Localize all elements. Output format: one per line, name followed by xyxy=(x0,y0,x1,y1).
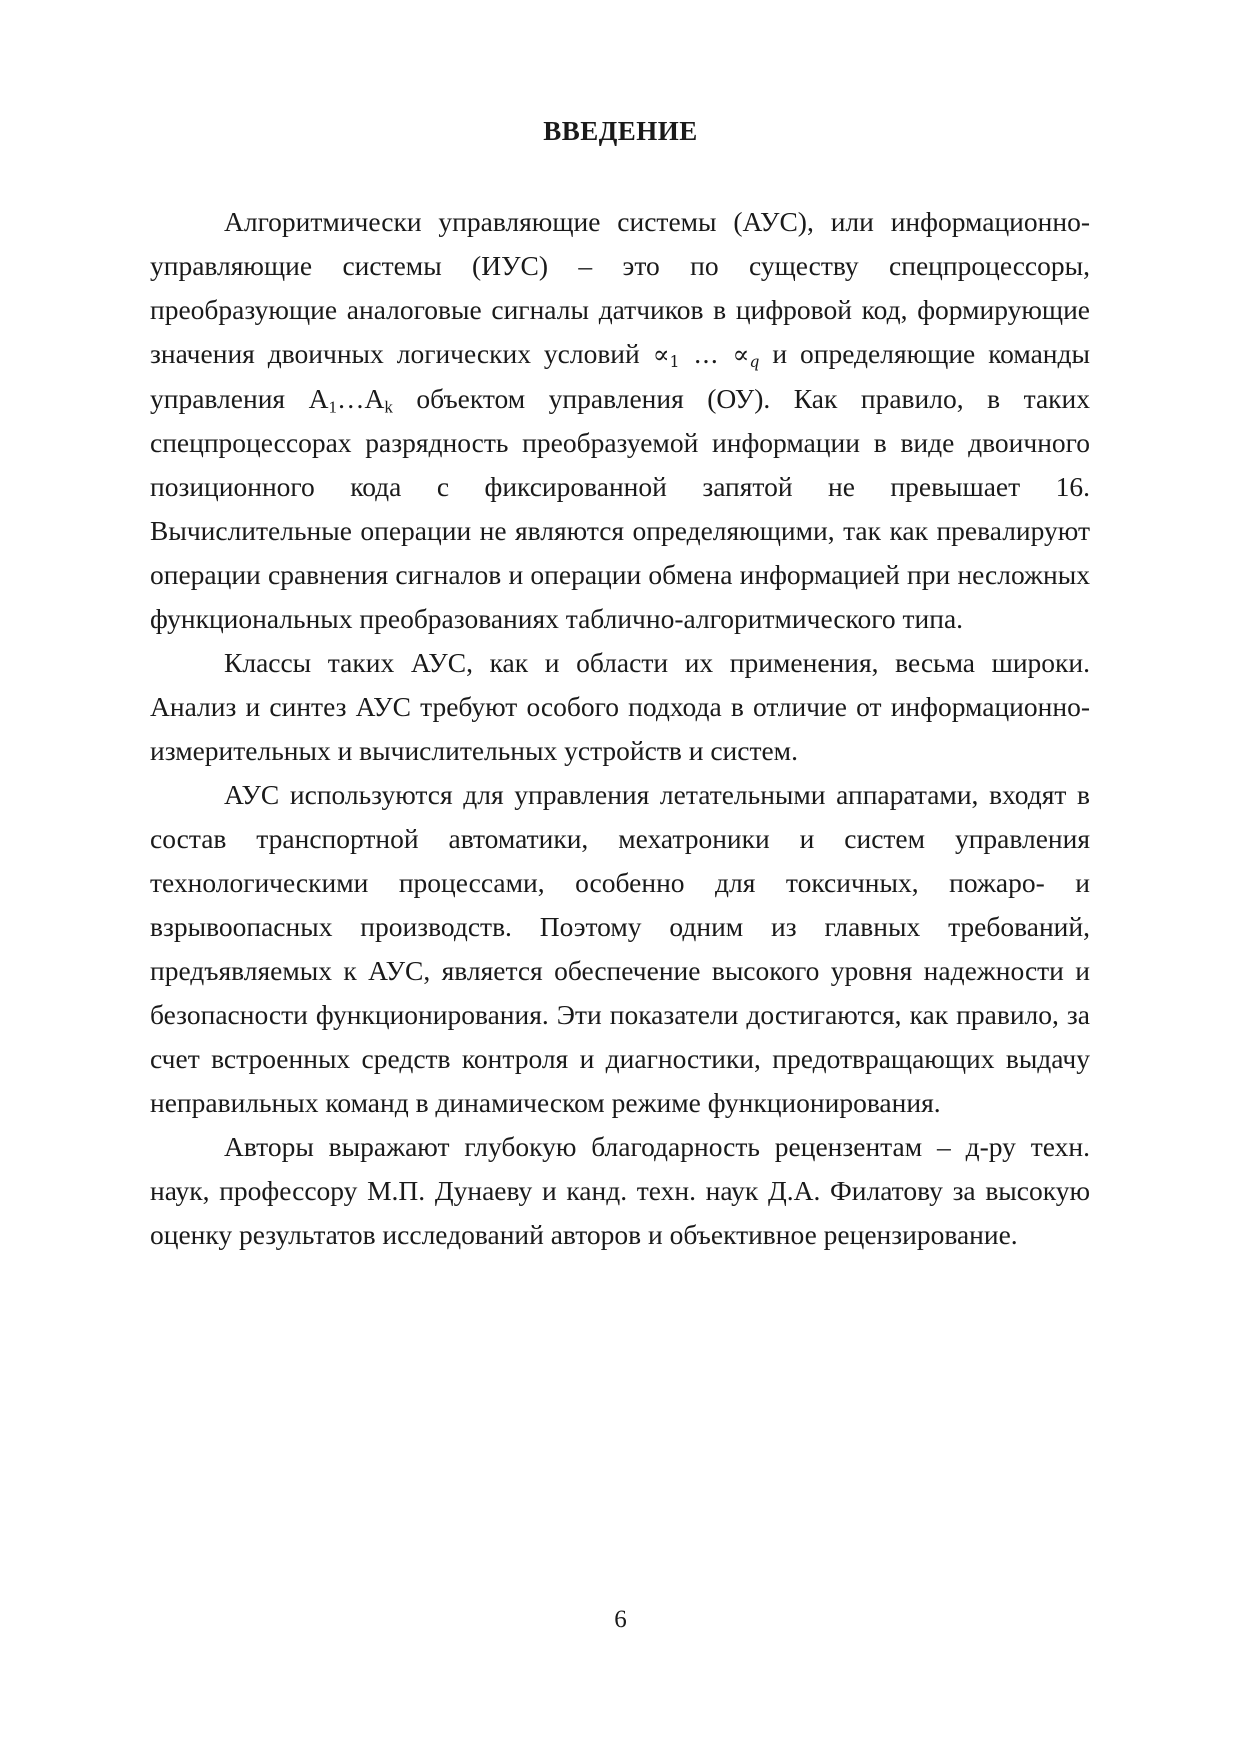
paragraph-1-text-a: Алгоритмически управляющие системы (АУС), или информационно-управляющие системы (ИУС) – это по существу спецпроцессоры, преобразующие аналоговые сигналы датчиков в цифровой код, формирующие значения двоичных логических условий xyxy=(150,206,1090,369)
alpha-subscript-1: 1 xyxy=(669,352,680,371)
paragraph-1-text-c: объектом управления (ОУ). Как правило, в таких спецпроцессорах разрядность преобразуемой информации в виде двоичного позиционного кода с фиксированной запятой не превышает 16. Вычислительные операции не являются определяющими, так как превалируют операции сравнения сигналов и операции обмена информацией при несложных функциональных преобразованиях таблично-алгоритмического типа. xyxy=(150,383,1091,634)
command-subscript-1: 1 xyxy=(328,397,337,417)
logical-conditions-formula xyxy=(653,340,760,369)
body-text xyxy=(150,200,1090,1257)
formula-ellipsis: … xyxy=(679,340,733,369)
alpha-symbol: ∝ xyxy=(652,340,670,369)
paragraph-1-text-b: и определяющие команды управления A xyxy=(150,338,1090,414)
paragraph-2: Классы таких АУС, как и области их применения, весьма широки. Анализ и синтез АУС требуют особого подхода в отличие от информационно-измерительных и вычислительных устройств и систем. xyxy=(150,647,1090,766)
paragraph-4: Авторы выражают глубокую благодарность рецензентам – д-ру техн. наук, профессору М.П. Дунаеву и канд. техн. наук Д.А. Филатову за высокую оценку результатов исследований авторов и объективное рецензирование. xyxy=(150,1131,1090,1250)
section-title: ВВЕДЕНИЕ xyxy=(543,116,698,146)
paragraph-1 xyxy=(150,200,1090,641)
alpha-symbol-2: ∝ xyxy=(732,340,750,369)
alpha-subscript-q: q xyxy=(749,352,760,371)
command-subscript-k: k xyxy=(384,397,393,417)
paragraph-3: АУС используются для управления летательными аппаратами, входят в состав транспортной автоматики, мехатроники и систем управления технологическими процессами, особенно для токсичных, пожаро- и взрывоопасных производств. Поэтому одним из главных требований, предъявляемых к АУС, является обеспечение высокого уровня надежности и безопасности функционирования. Эти показатели достигаются, как правило, за счет встроенных средств контроля и диагностики, предотвращающих выдачу неправильных команд в динамическом режиме функционирования. xyxy=(150,779,1090,1118)
page-number: 6 xyxy=(614,1606,627,1633)
command-ellipsis: …A xyxy=(336,383,385,414)
